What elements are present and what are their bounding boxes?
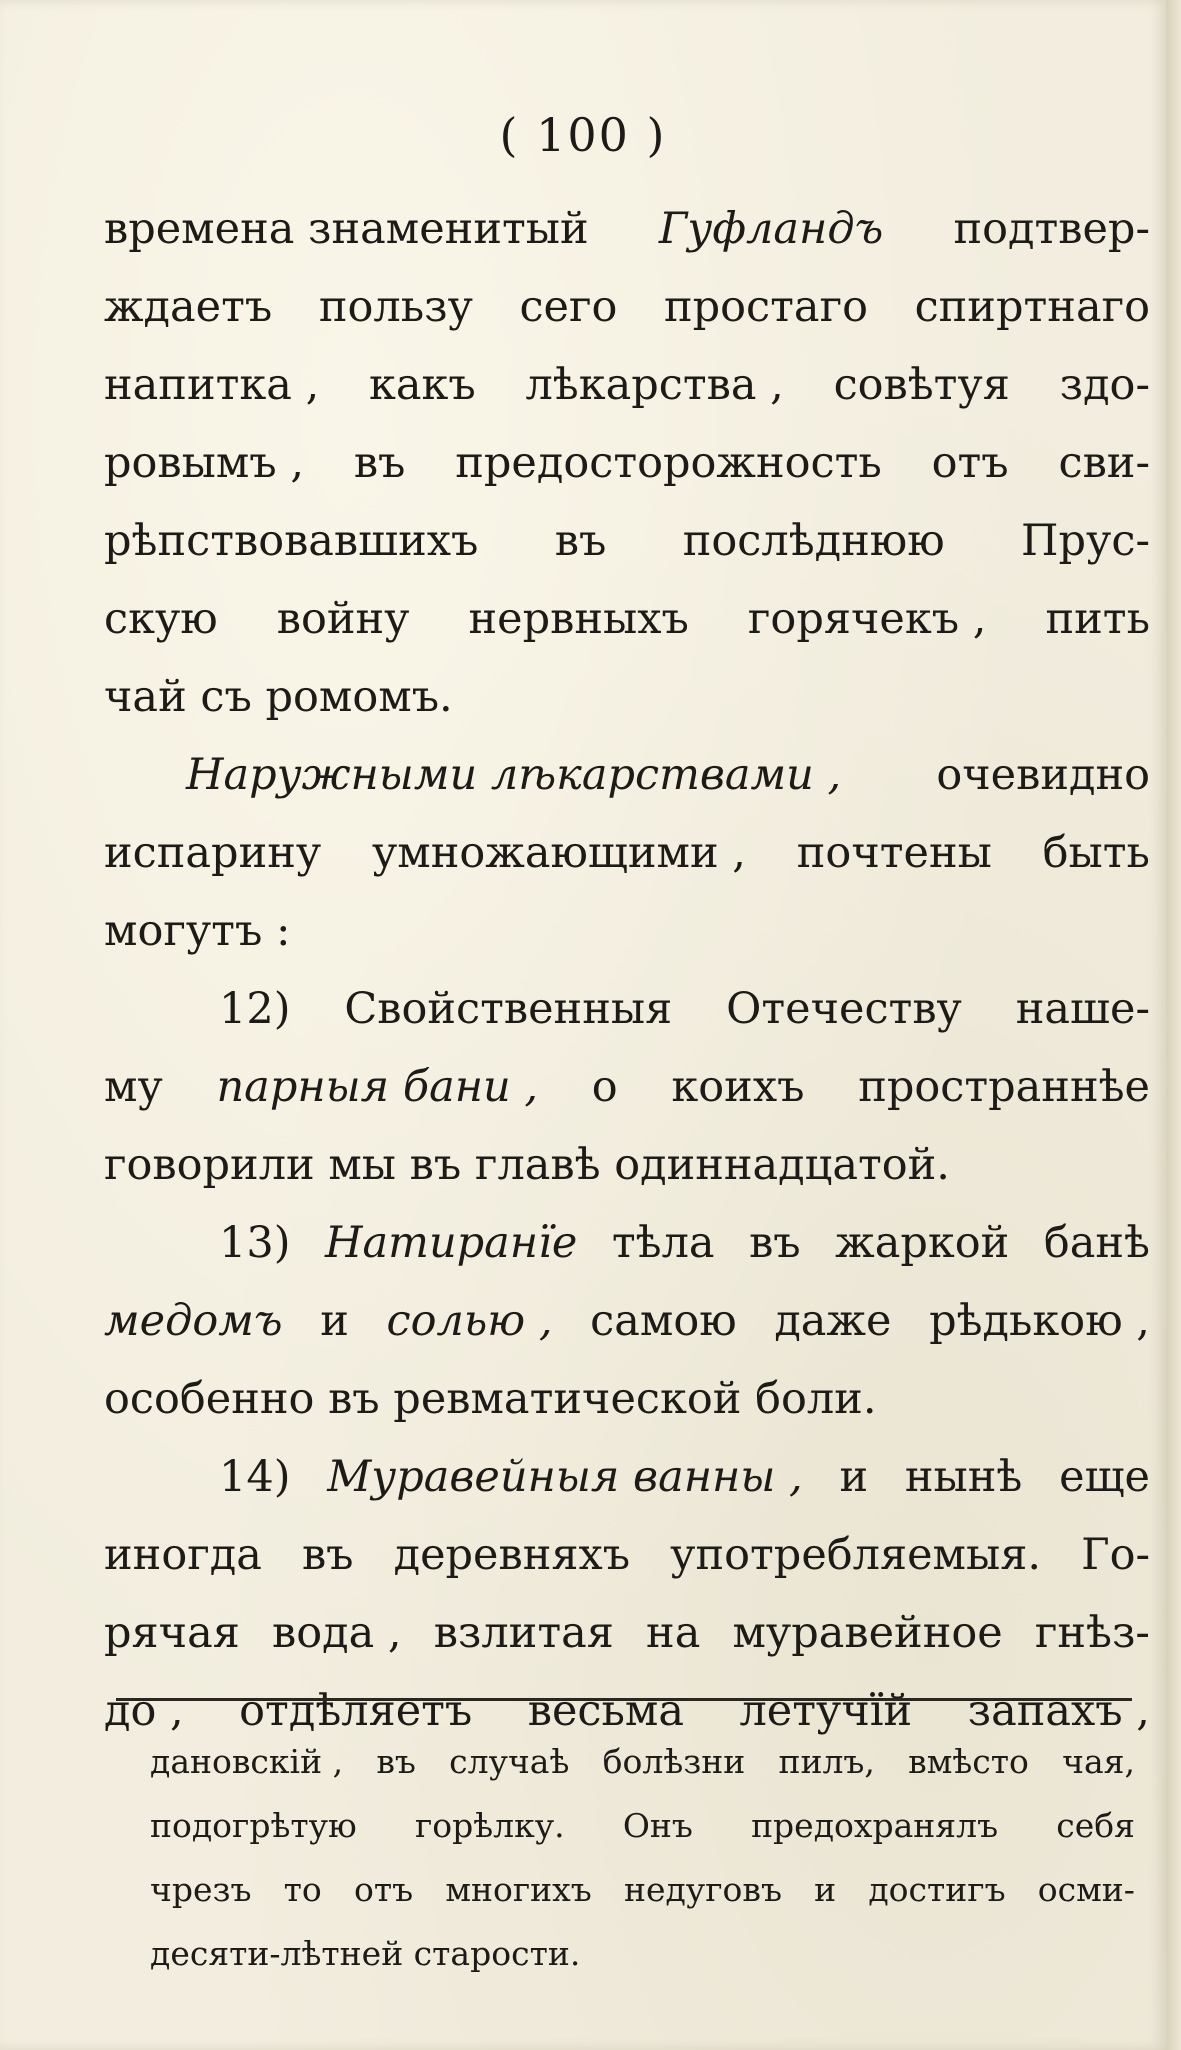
text-word: наше- — [1015, 984, 1150, 1034]
text-word: почтены — [796, 828, 992, 878]
text-word: весьма — [527, 1686, 684, 1736]
text-word: лѣкарства , — [525, 360, 784, 410]
footnote-word: горѣлку. — [414, 1806, 565, 1845]
text-word: особенно въ ревматической боли. — [104, 1374, 877, 1424]
text-word: о — [591, 1062, 618, 1112]
text-word: чай съ ромомъ. — [104, 672, 453, 722]
text-word: рѣдькою , — [929, 1296, 1150, 1346]
text-word: и — [320, 1296, 349, 1346]
footnote-word: въ — [376, 1742, 416, 1781]
text-word: въ — [749, 1218, 801, 1268]
text-word: Го- — [1081, 1530, 1150, 1580]
text-word: еще — [1059, 1452, 1150, 1502]
item-number: 13) — [219, 1218, 291, 1268]
text-word: ровымъ , — [104, 438, 304, 488]
footnote-word: то — [283, 1870, 322, 1909]
text-word: говорили мы въ главѣ одиннадцатой. — [104, 1140, 950, 1190]
text-word: деревняхъ — [393, 1530, 631, 1580]
text-word: въ — [301, 1530, 354, 1580]
text-word: времена знаменитый — [104, 204, 589, 254]
footnote-word: себя — [1056, 1806, 1135, 1845]
main-text — [104, 190, 1150, 1750]
text-word: даже — [774, 1296, 892, 1346]
text-word-italic: Гуфландъ — [658, 204, 884, 254]
text-line — [104, 1204, 1150, 1282]
text-line — [104, 1516, 1150, 1594]
footnote-word: болѣзни — [602, 1742, 746, 1781]
footnote-word: осми- — [1037, 1870, 1135, 1909]
footnote — [150, 1730, 1135, 1986]
footnote-word: пилъ, — [778, 1742, 875, 1781]
text-word: сего — [519, 282, 618, 332]
text-word: въ — [554, 516, 607, 566]
footnote-word: десяти-лѣтней старости. — [150, 1934, 581, 1973]
text-word: коихъ — [671, 1062, 805, 1112]
footnote-word: вмѣсто — [908, 1742, 1029, 1781]
item-number: 12) — [219, 984, 291, 1034]
text-word: напитка , — [104, 360, 320, 410]
text-word: и — [839, 1452, 869, 1502]
text-word: нынѣ — [904, 1452, 1023, 1502]
text-word: му — [104, 1062, 163, 1112]
text-word-italic: медомъ — [104, 1296, 283, 1346]
text-line — [104, 1360, 1150, 1438]
text-word: предосторожность — [455, 438, 882, 488]
footnote-word: случаѣ — [449, 1742, 570, 1781]
text-line — [104, 1048, 1150, 1126]
text-word: Прус- — [1021, 516, 1150, 566]
page-number: ( 100 ) — [499, 108, 667, 162]
text-word: скую — [104, 594, 218, 644]
text-word: отъ — [931, 438, 1009, 488]
text-word: сви- — [1058, 438, 1150, 488]
footnote-word: чрезъ — [150, 1870, 252, 1909]
text-line — [104, 346, 1150, 424]
text-word: Свойственныя — [344, 984, 673, 1034]
text-word: здо- — [1059, 360, 1150, 410]
text-word: очевидно — [936, 750, 1150, 800]
text-word-italic: Наружными лѣкарствами , — [186, 750, 842, 800]
item-number: 14) — [219, 1452, 291, 1502]
footnote-line — [150, 1922, 1135, 1986]
footnote-line — [150, 1794, 1135, 1858]
text-word: спиртнаго — [914, 282, 1150, 332]
text-line — [104, 1282, 1150, 1360]
text-line — [104, 970, 1150, 1048]
text-word: подтвер- — [953, 204, 1150, 254]
text-word: гнѣз- — [1034, 1608, 1150, 1658]
footnote-line — [150, 1858, 1135, 1922]
text-word: запахъ , — [967, 1686, 1150, 1736]
text-word: послѣднюю — [682, 516, 945, 566]
text-word: пить — [1045, 594, 1150, 644]
text-word: могутъ : — [104, 906, 291, 956]
text-word: рѣпствовавшихъ — [104, 516, 479, 566]
text-word-italic: парныя бани , — [216, 1062, 539, 1112]
text-word-italic: Муравейныя ванны , — [327, 1452, 803, 1502]
footnote-word: дановскій , — [150, 1742, 344, 1781]
text-word: войну — [276, 594, 410, 644]
footnote-line — [150, 1730, 1135, 1794]
footnote-word: подогрѣтую — [150, 1806, 357, 1845]
text-line — [104, 1438, 1150, 1516]
footnote-word: отъ — [354, 1870, 414, 1909]
text-word: пользу — [318, 282, 473, 332]
text-word: ждаетъ — [104, 282, 273, 332]
text-line — [104, 1594, 1150, 1672]
text-word-italic: солью , — [386, 1296, 553, 1346]
text-word: на — [646, 1608, 701, 1658]
text-line — [104, 814, 1150, 892]
text-line — [104, 892, 1150, 970]
text-word: испарину — [104, 828, 322, 878]
text-word: муравейное — [732, 1608, 1003, 1658]
text-line — [104, 1126, 1150, 1204]
text-line — [104, 502, 1150, 580]
text-line — [104, 658, 1150, 736]
text-word: горячекъ , — [747, 594, 987, 644]
text-line — [104, 580, 1150, 658]
text-word: самою — [590, 1296, 737, 1346]
footnote-word: достигъ — [868, 1870, 1006, 1909]
footnote-word: Онъ — [622, 1806, 693, 1845]
text-word: употребляемыя. — [670, 1530, 1042, 1580]
text-word: жаркой — [835, 1218, 1010, 1268]
footnote-word: чая, — [1062, 1742, 1135, 1781]
text-word: рячая — [104, 1608, 240, 1658]
text-word: простаго — [663, 282, 868, 332]
text-word: отдѣляетъ — [239, 1686, 473, 1736]
text-word: вода , — [272, 1608, 402, 1658]
footnote-word: многихъ — [445, 1870, 592, 1909]
text-word: нервныхъ — [468, 594, 689, 644]
text-word: въ — [353, 438, 406, 488]
text-word: какъ — [369, 360, 476, 410]
text-line — [104, 424, 1150, 502]
text-word: умножающими , — [371, 828, 746, 878]
text-word: летучїй — [739, 1686, 913, 1736]
text-word: тѣла — [611, 1218, 715, 1268]
text-word: быть — [1042, 828, 1150, 878]
footnote-word: и — [814, 1870, 837, 1909]
footnote-word: предохранялъ — [751, 1806, 999, 1845]
text-line — [104, 268, 1150, 346]
page-edge — [1166, 0, 1181, 2050]
text-word-italic: Натиранїе — [325, 1218, 578, 1268]
text-word: взлитая — [433, 1608, 614, 1658]
text-word: банѣ — [1043, 1218, 1150, 1268]
text-word: Отечеству — [726, 984, 962, 1034]
text-line — [104, 736, 1150, 814]
text-word: совѣтуя — [833, 360, 1010, 410]
text-word: иногда — [104, 1530, 262, 1580]
text-word: пространнѣе — [858, 1062, 1150, 1112]
text-line — [104, 190, 1150, 268]
footnote-divider — [116, 1698, 1132, 1701]
text-word: до , — [104, 1686, 184, 1736]
footnote-word: недуговъ — [623, 1870, 782, 1909]
